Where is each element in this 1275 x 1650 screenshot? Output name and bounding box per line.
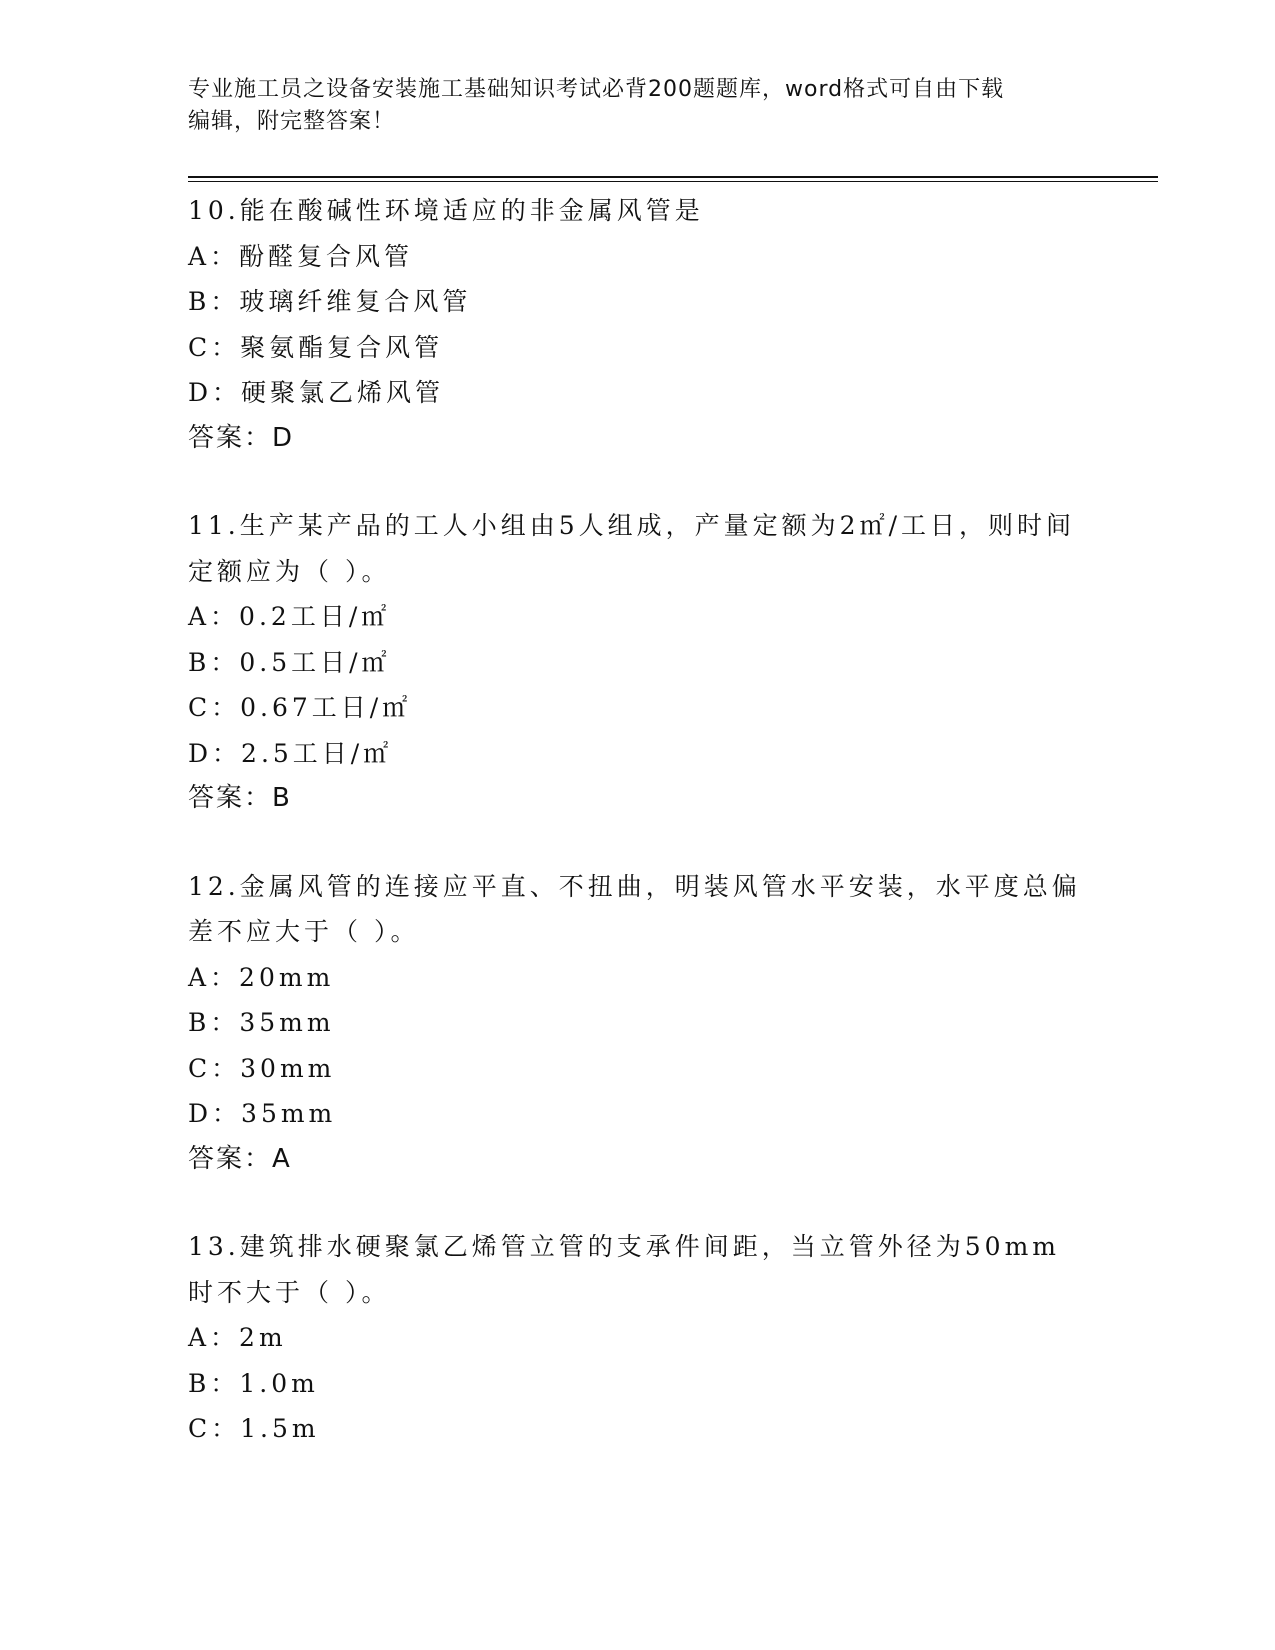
header-line-2: 编辑，附完整答案！	[188, 109, 396, 134]
question-11	[188, 503, 1088, 822]
header-line-1: 专业施工员之设备安装施工基础知识考试必背200题题库，word格式可自由下载	[188, 77, 1005, 102]
answer-line: 答案：B	[188, 783, 292, 813]
question-stem: 13.建筑排水硬聚氯乙烯管立管的支承件间距，当立管外径为50mm时不大于（ ）。	[188, 1232, 1060, 1307]
option-c: C：聚氨酯复合风管	[188, 332, 444, 362]
answer-line: 答案：D	[188, 422, 295, 453]
option-d: D：35mm	[188, 1099, 337, 1128]
option-a: A：0.2工日/㎡	[188, 602, 391, 631]
option-c: C：1.5m	[188, 1414, 320, 1443]
option-b: B：35mm	[188, 1008, 335, 1037]
question-stem: 10.能在酸碱性环境适应的非金属风管是	[188, 196, 704, 225]
question-12	[188, 864, 1088, 1183]
option-b: B：0.5工日/㎡	[188, 647, 391, 677]
question-stem: 11.生产某产品的工人小组由5人组成，产量定额为2㎡/工日，则时间定额应为（ ）。	[188, 511, 1075, 586]
option-b: B：玻璃纤维复合风管	[188, 287, 472, 316]
option-c: C：0.67工日/㎡	[188, 693, 412, 722]
option-c: C：30mm	[188, 1053, 336, 1083]
document-header	[188, 74, 1068, 138]
option-a: A：20mm	[188, 962, 335, 992]
question-stem: 12.金属风管的连接应平直、不扭曲，明装风管水平安装，水平度总偏差不应大于（ ）。	[188, 871, 1081, 946]
option-d: D：硬聚氯乙烯风管	[188, 378, 445, 407]
header-divider-thick	[188, 176, 1158, 178]
option-a: A：酚醛复合风管	[188, 241, 414, 271]
question-10	[188, 188, 1088, 461]
option-d: D：2.5工日/㎡	[188, 738, 393, 768]
answer-line: 答案：A	[188, 1143, 292, 1174]
option-a: A：2m	[188, 1323, 287, 1352]
question-list	[188, 188, 1088, 1494]
option-b: B：1.0m	[188, 1368, 319, 1398]
question-13	[188, 1224, 1088, 1452]
header-divider-thin	[188, 181, 1158, 182]
